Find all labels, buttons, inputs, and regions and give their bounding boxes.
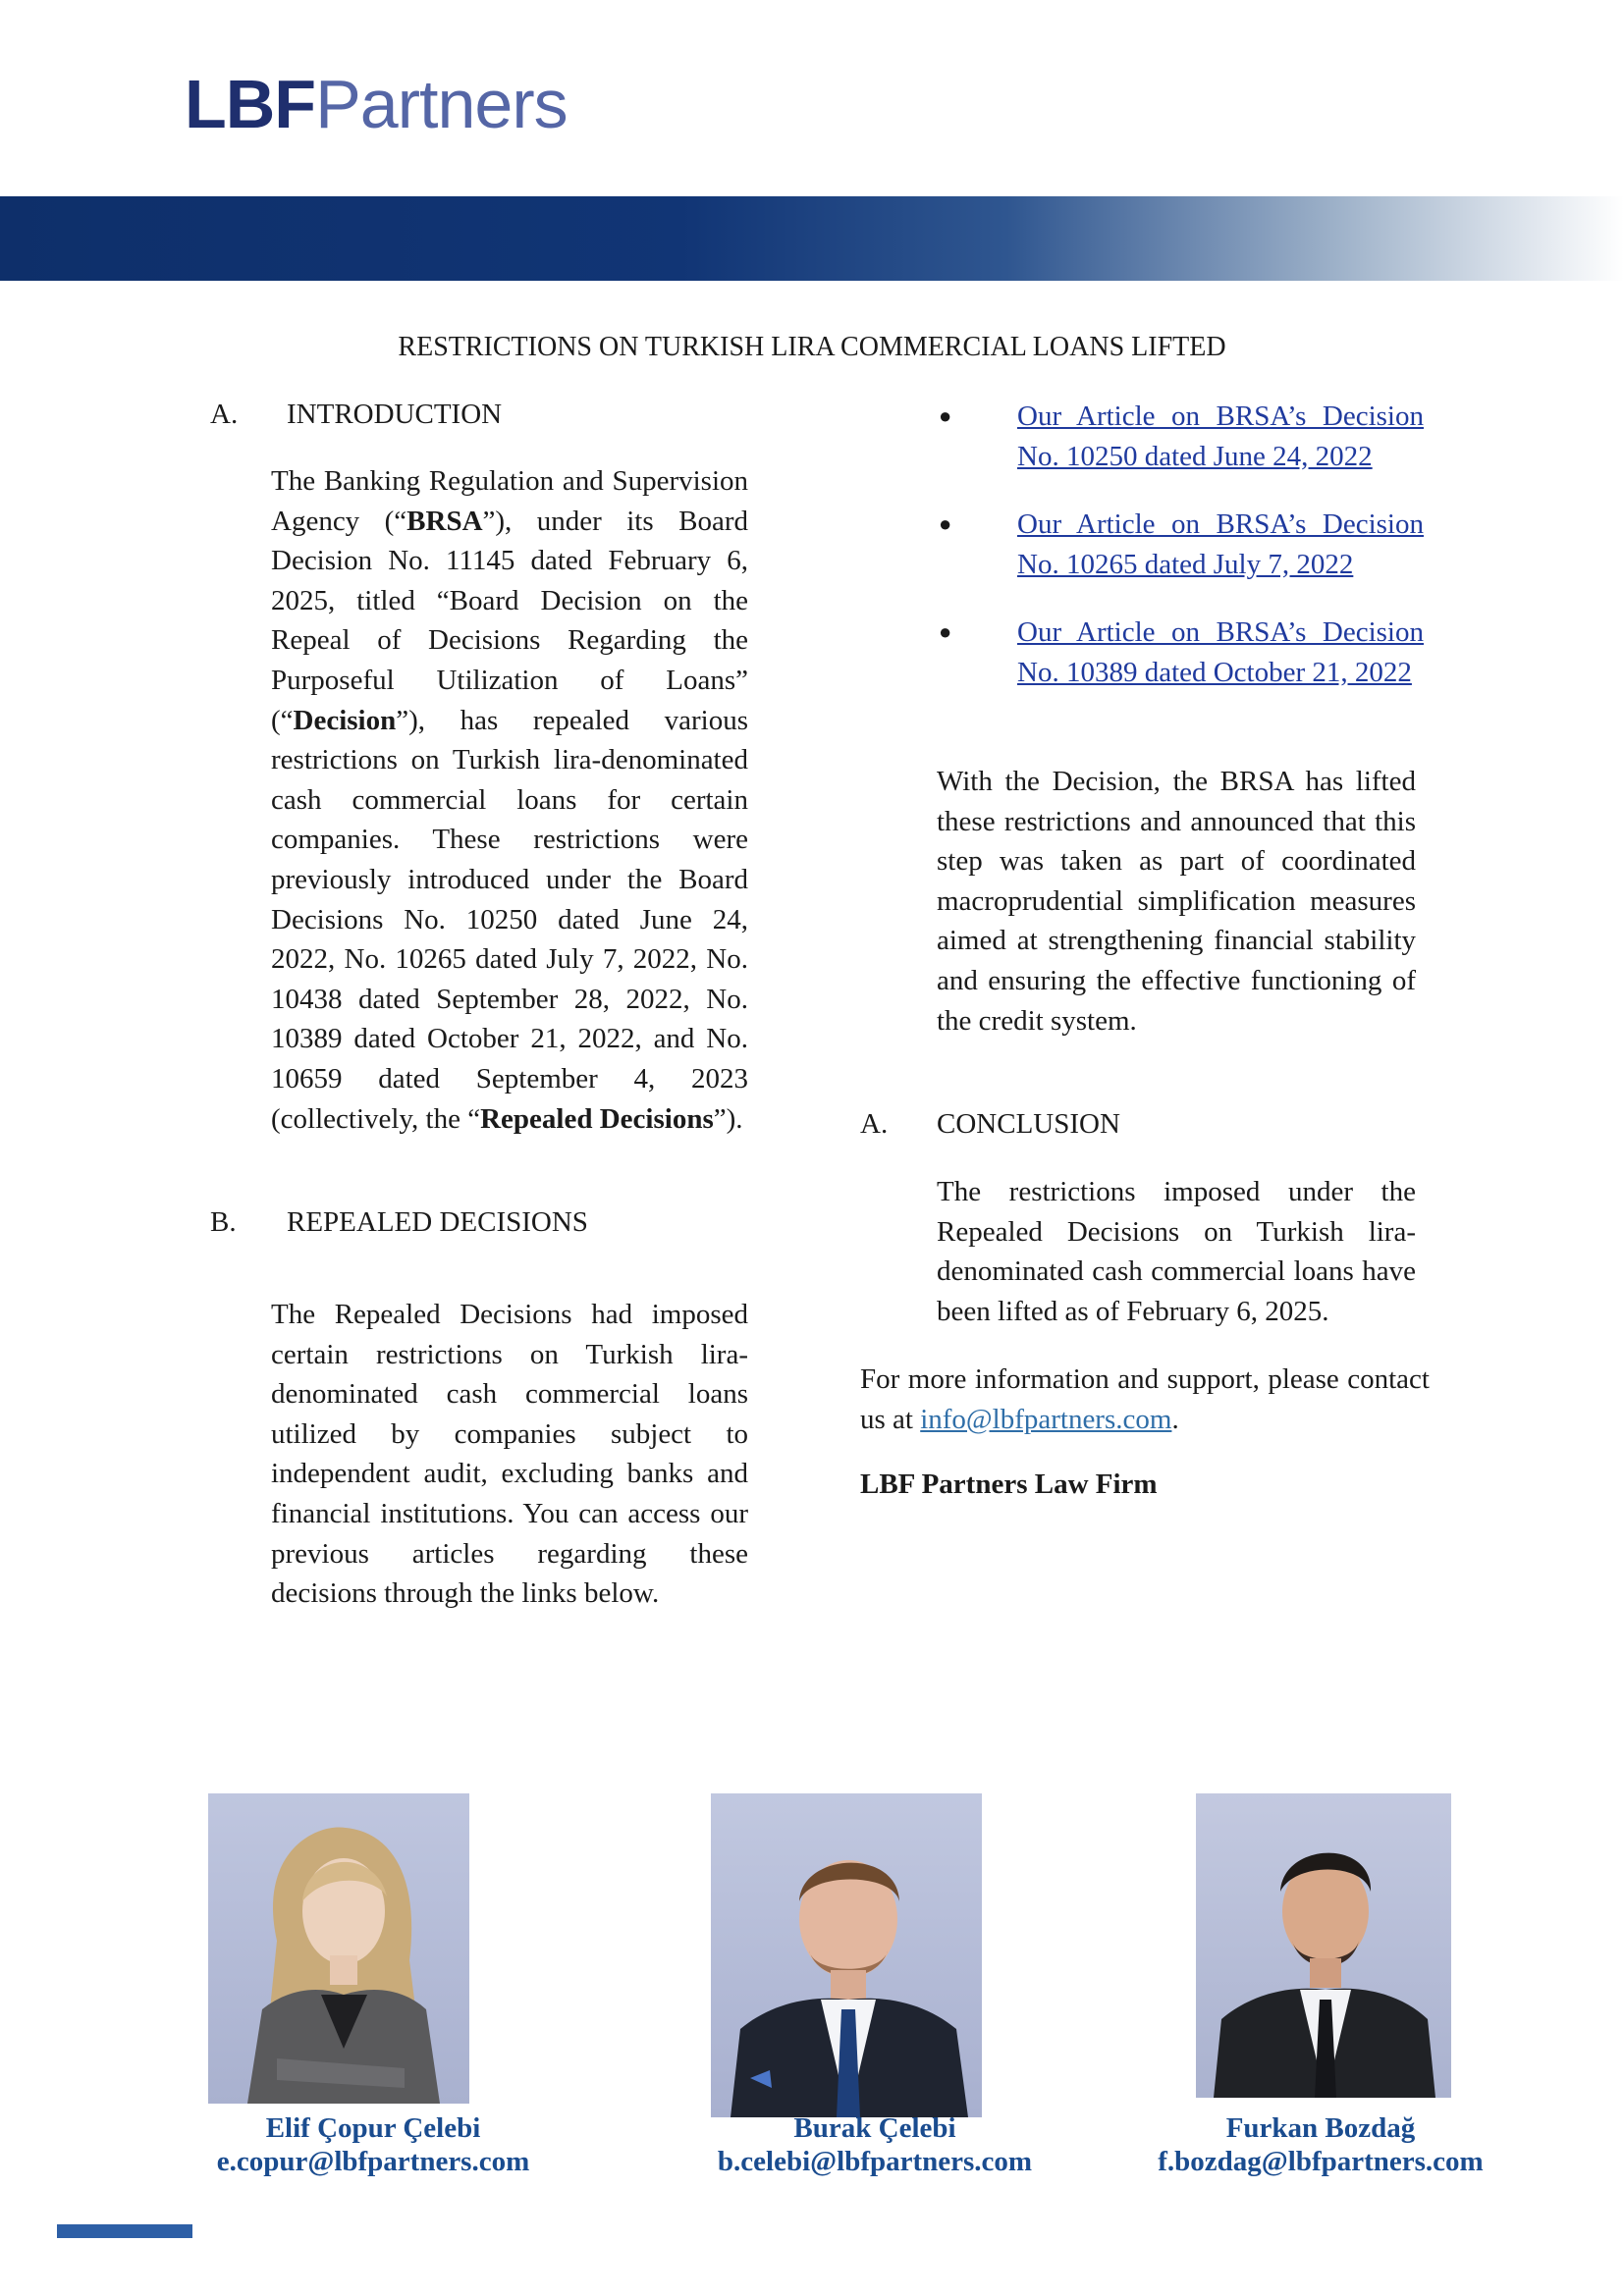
logo-partners: Partners xyxy=(315,66,568,142)
section-title: INTRODUCTION xyxy=(287,399,503,430)
portrait-image xyxy=(208,1793,469,2104)
page-title: RESTRICTIONS ON TURKISH LIRA COMMERCIAL LOANS LIFTED xyxy=(398,332,1226,362)
intro-bold-repealed: Repealed Decisions xyxy=(480,1102,714,1135)
header-banner xyxy=(0,196,1624,281)
bullet-icon: ● xyxy=(939,403,952,428)
photo-furkan-bozdag xyxy=(1196,1793,1451,2098)
intro-bold-decision: Decision xyxy=(293,704,397,736)
contact-text: For more information and support, please contact us at xyxy=(860,1363,1430,1435)
team-member-name: Elif Çopur Çelebi xyxy=(265,2112,481,2144)
intro-text-3: ”), has repealed various restrictions on Turkish lira-denominated cash commercial loans for certain companies. These restrictions were previously introduced under the Board Decisions No. 10250 dated June 24, 2022, No. 10265 dated July 7, 2022, No. 10438 dated September 28, 2022, No. 10389 dated October 21, 2022, and No. 10659 dated September 4, 2023 (collectively, the “ xyxy=(271,704,748,1135)
contact-paragraph xyxy=(860,1360,1430,1439)
team-member-email[interactable]: b.celebi@lbfpartners.com xyxy=(717,2146,1033,2177)
intro-text-1: The Banking Regulation and Supervision Agency (“ xyxy=(271,465,748,537)
bullet-icon: ● xyxy=(939,511,952,537)
decision-paragraph: With the Decision, the BRSA has lifted these restrictions and announced that this step was taken as part of coordinated macroprudential simplification measures aimed at strengthening financial stability and ensuring the effective functioning of the credit system. xyxy=(937,766,1416,1037)
article-link-10389[interactable]: Our Article on BRSA’s Decision No. 10389 dated October 21, 2022 xyxy=(1017,616,1424,688)
photo-burak-celebi xyxy=(711,1793,982,2117)
team-member-email[interactable]: e.copur@lbfpartners.com xyxy=(216,2146,530,2177)
conclusion-paragraph: The restrictions imposed under the Repealed Decisions on Turkish lira-denominated cash commercial loans have been lifted as of February 6, 2025. xyxy=(937,1176,1416,1327)
article-links-list xyxy=(937,397,1424,721)
team-member-burak xyxy=(683,2111,1066,2178)
article-link-10250[interactable]: Our Article on BRSA’s Decision No. 10250 dated June 24, 2022 xyxy=(1017,400,1424,472)
bullet-icon: ● xyxy=(939,619,952,645)
list-item xyxy=(937,505,1424,584)
team-member-email[interactable]: f.bozdag@lbfpartners.com xyxy=(1158,2146,1484,2177)
contact-suffix: . xyxy=(1171,1403,1179,1435)
logo-lbf: LBF xyxy=(185,66,316,142)
contact-email-link[interactable]: info@lbfpartners.com xyxy=(920,1403,1172,1435)
footer-accent-bar xyxy=(57,2224,192,2238)
article-link-10265[interactable]: Our Article on BRSA’s Decision No. 10265 dated July 7, 2022 xyxy=(1017,508,1424,580)
section-title: REPEALED DECISIONS xyxy=(287,1206,588,1238)
section-title: CONCLUSION xyxy=(937,1108,1120,1140)
intro-text-4: ”). xyxy=(713,1102,743,1135)
section-letter: A. xyxy=(210,399,239,430)
team-member-elif xyxy=(182,2111,565,2178)
list-item xyxy=(937,397,1424,476)
company-logo xyxy=(185,65,568,143)
photo-elif-copur-celebi xyxy=(208,1793,469,2104)
section-letter: B. xyxy=(210,1206,237,1238)
introduction-paragraph xyxy=(271,461,748,1139)
intro-bold-brsa: BRSA xyxy=(406,505,483,537)
portrait-image xyxy=(1196,1793,1451,2098)
intro-text-2: ”), under its Board Decision No. 11145 dated February 6, 2025, titled “Board Decision on the Repeal of Decisions Regarding the Purposeful Utilization of Loans” (“ xyxy=(271,505,748,736)
section-letter: A. xyxy=(860,1108,889,1140)
firm-signature: LBF Partners Law Firm xyxy=(860,1468,1158,1500)
team-member-furkan xyxy=(1129,2111,1512,2178)
portrait-image xyxy=(711,1793,982,2117)
list-item xyxy=(937,613,1424,692)
team-member-name: Burak Çelebi xyxy=(793,2112,956,2144)
team-member-name: Furkan Bozdağ xyxy=(1225,2112,1416,2144)
repealed-decisions-paragraph: The Repealed Decisions had imposed certain restrictions on Turkish lira-denominated cash commercial loans utilized by companies subject to independent audit, excluding banks and financial institutions. You can access our previous articles regarding these decisions through the links below. xyxy=(271,1299,748,1610)
